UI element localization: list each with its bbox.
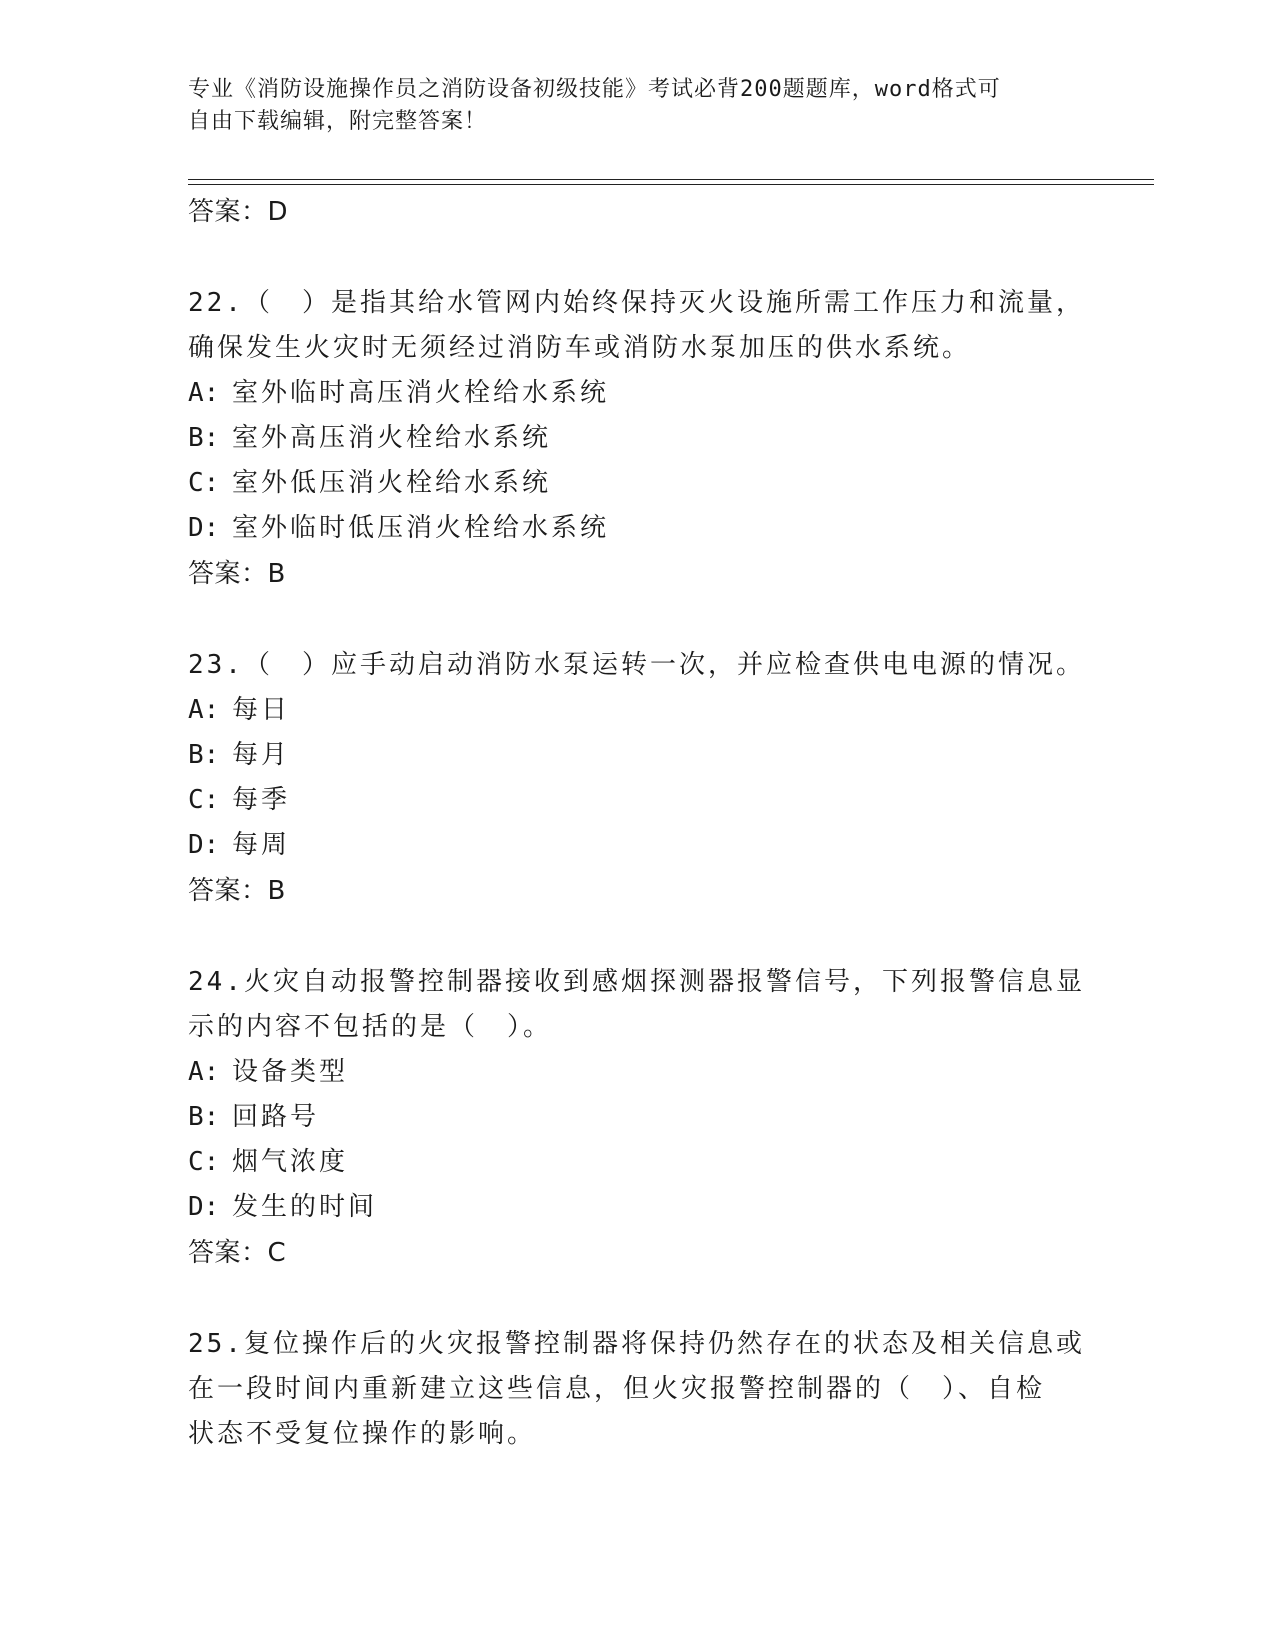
option-letter: C: — [188, 468, 220, 498]
option-c — [188, 778, 1088, 823]
question-text-line: 22.（ ）是指其给水管网内始终保持灭火设施所需工作压力和流量， — [188, 288, 1085, 318]
question-text-line: 示的内容不包括的是（ ）。 — [188, 1012, 553, 1042]
header-line-1: 专业《消防设施操作员之消防设备初级技能》考试必背200题题库，word格式可 — [188, 77, 1001, 102]
option-letter: C: — [188, 785, 220, 815]
previous-answer: 答案：D — [188, 197, 289, 227]
option-text: 室外临时低压消火栓给水系统 — [232, 513, 610, 543]
option-b — [188, 1095, 1088, 1140]
option-letter: B: — [188, 740, 220, 770]
option-letter: D: — [188, 830, 220, 860]
question-25 — [188, 1322, 1088, 1457]
header-divider-top — [188, 179, 1154, 180]
option-letter: A: — [188, 695, 220, 725]
option-letter: B: — [188, 423, 220, 453]
answer-23: 答案：B — [188, 876, 286, 906]
option-text: 每周 — [232, 830, 291, 860]
question-text-line: 状态不受复位操作的影响。 — [188, 1419, 537, 1449]
option-text: 室外临时高压消火栓给水系统 — [232, 378, 610, 408]
option-b — [188, 733, 1088, 778]
question-text-line: 在一段时间内重新建立这些信息，但火灾报警控制器的（ ）、自检 — [188, 1374, 1046, 1404]
option-text: 每月 — [232, 740, 291, 770]
option-text: 室外高压消火栓给水系统 — [232, 423, 552, 453]
option-text: 每日 — [232, 695, 291, 725]
option-text: 发生的时间 — [232, 1192, 378, 1222]
question-24 — [188, 960, 1088, 1276]
question-text-line: 25.复位操作后的火灾报警控制器将保持仍然存在的状态及相关信息或 — [188, 1329, 1085, 1359]
option-letter: A: — [188, 1057, 220, 1087]
option-text: 设备类型 — [232, 1057, 349, 1087]
header-divider-bottom — [188, 184, 1154, 185]
option-b — [188, 416, 1088, 461]
option-a — [188, 688, 1088, 733]
option-c — [188, 461, 1088, 506]
option-letter: B: — [188, 1102, 220, 1132]
option-d — [188, 823, 1088, 868]
question-text-line: 确保发生火灾时无须经过消防车或消防水泵加压的供水系统。 — [188, 333, 972, 363]
question-text-line: 23.（ ）应手动启动消防水泵运转一次，并应检查供电电源的情况。 — [188, 650, 1085, 680]
option-c — [188, 1140, 1088, 1185]
answer-24: 答案：C — [188, 1238, 287, 1268]
document-header — [188, 74, 1068, 138]
answer-22: 答案：B — [188, 559, 286, 589]
option-text: 回路号 — [232, 1102, 320, 1132]
document-body — [188, 189, 1088, 1457]
option-text: 每季 — [232, 785, 291, 815]
header-line-2: 自由下载编辑，附完整答案！ — [188, 109, 488, 134]
option-letter: D: — [188, 1192, 220, 1222]
option-letter: A: — [188, 378, 220, 408]
option-text: 室外低压消火栓给水系统 — [232, 468, 552, 498]
option-letter: D: — [188, 513, 220, 543]
option-d — [188, 1185, 1088, 1230]
option-letter: C: — [188, 1147, 220, 1177]
question-text-line: 24.火灾自动报警控制器接收到感烟探测器报警信号，下列报警信息显 — [188, 967, 1085, 997]
option-a — [188, 1050, 1088, 1095]
question-23 — [188, 643, 1088, 914]
option-d — [188, 506, 1088, 551]
question-22 — [188, 281, 1088, 597]
option-a — [188, 371, 1088, 416]
option-text: 烟气浓度 — [232, 1147, 349, 1177]
